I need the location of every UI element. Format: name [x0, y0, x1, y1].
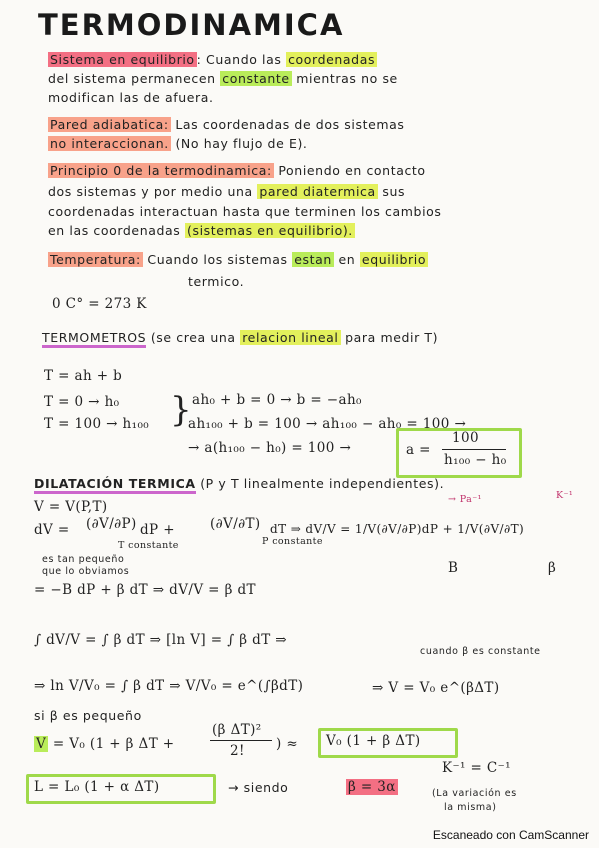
- s6-lab-b: B: [448, 560, 459, 576]
- s3-line3: coordenadas interactuan hasta que terminen los cambios: [48, 204, 442, 219]
- s1-l2a: del sistema permanecen: [48, 71, 216, 86]
- s1-l1b: coordenadas: [288, 52, 376, 67]
- s3-line2: [48, 184, 405, 199]
- s6-mid: dP +: [140, 522, 175, 538]
- s2-term: Pared adiabatica:: [50, 117, 169, 132]
- s5-box-lhs: a =: [406, 442, 431, 458]
- s1-line2: [48, 71, 398, 86]
- s6-e8c-wrap: [346, 779, 398, 795]
- s6-e8b: → siendo: [228, 780, 289, 795]
- scanner-watermark: Escaneado con CamScanner: [432, 828, 589, 842]
- s3-l2c: sus: [382, 184, 406, 199]
- s5-l1a: (se crea una: [150, 330, 236, 345]
- s6-e7b: = V₀ (1 + β ΔT +: [52, 736, 175, 752]
- s3-l2b: pared diatermica: [259, 184, 376, 199]
- s1-term: Sistema en equilibrio: [50, 52, 195, 67]
- page-title: TERMODINAMICA: [38, 8, 345, 42]
- s3-line4: [48, 223, 355, 238]
- s4-l1a: Cuando los sistemas: [147, 252, 288, 267]
- s4-line2: termico.: [188, 274, 245, 289]
- s6-note7: la misma): [444, 802, 497, 813]
- s6-note5: cuando β es constante: [420, 646, 541, 657]
- s6-note3: es tan pequeño: [42, 554, 125, 565]
- s4-line3: 0 C° = 273 K: [52, 296, 147, 312]
- s6-e9: K⁻¹ = C⁻¹: [442, 760, 511, 776]
- s1-line1: [48, 52, 377, 67]
- s6-e7-fraction-line: [210, 740, 272, 741]
- s1-l2b: constante: [222, 71, 290, 86]
- s6-eq3: ∫ dV/V = ∫ β dT ⇒ [ln V] = ∫ β dT ⇒: [34, 632, 288, 648]
- s6-eq5: ⇒ V = V₀ e^(βΔT): [372, 680, 500, 696]
- s6-note2: K⁻¹: [556, 490, 574, 501]
- s6-e8box: L = L₀ (1 + α ΔT): [34, 779, 160, 795]
- s6-lab-beta: β: [548, 560, 557, 576]
- s6-f2: (∂V/∂T): [210, 516, 261, 532]
- s2-l1: Las coordenadas de dos sistemas: [175, 117, 405, 132]
- s6-dv: dV =: [34, 522, 70, 538]
- s6-e7box: V₀ (1 + β ΔT): [326, 733, 421, 749]
- s5-box-den: h₁₀₀ − h₀: [444, 452, 507, 468]
- s6-f1: (∂V/∂P): [86, 516, 137, 532]
- s6-e7e: ) ≈: [276, 736, 299, 752]
- s6-eq4: ⇒ ln V/V₀ = ∫ β dT ⇒ V/V₀ = e^(∫βdT): [34, 678, 304, 694]
- s4-line1: [48, 252, 428, 267]
- s1-l1a: : Cuando las: [196, 52, 282, 67]
- s5-eq4: ah₀ + b = 0 → b = −ah₀: [192, 392, 362, 408]
- s5-term: TERMOMETROS: [42, 330, 146, 348]
- s1-l2c: mientras no se: [296, 71, 398, 86]
- s6-eq1: V = V(P,T): [34, 499, 108, 515]
- s6-e7a: V: [36, 736, 47, 752]
- s3-l1: Poniendo en contacto: [278, 163, 426, 178]
- s5-l1b: relacion lineal: [242, 330, 339, 345]
- s6-line1: [34, 476, 444, 491]
- s5-brace: }: [170, 390, 193, 430]
- s6-e8c: β = 3α: [348, 779, 396, 795]
- s5-eq2: T = 0 → h₀: [44, 394, 120, 410]
- s5-eq3: T = 100 → h₁₀₀: [44, 416, 150, 432]
- s2-l2a: no interaccionan.: [50, 136, 169, 151]
- s4-l1c: en: [338, 252, 356, 267]
- s5-fraction-line: [442, 449, 506, 450]
- s6-term: DILATACIÓN TERMICA: [34, 476, 196, 494]
- s6-f2sub: P constante: [262, 536, 323, 547]
- s5-box-num: 100: [452, 430, 479, 446]
- s5-eq5: ah₁₀₀ + b = 100 → ah₁₀₀ − ah₀ = 100 →: [188, 416, 467, 432]
- s3-l4a: en las coordenadas: [48, 223, 181, 238]
- s3-term: Principio 0 de la termodinamica:: [50, 163, 272, 178]
- s1-line3: modifican las de afuera.: [48, 90, 214, 105]
- s5-l1c: para medir T): [345, 330, 439, 345]
- s6-note4: que lo obviamos: [42, 566, 130, 577]
- s3-line1: [48, 163, 426, 178]
- s4-term: Temperatura:: [50, 252, 141, 267]
- s3-l2a: dos sistemas y por medio una: [48, 184, 253, 199]
- s2-line2: [48, 136, 308, 151]
- s5-line1: [42, 330, 438, 345]
- s2-l2b: (No hay flujo de E).: [175, 136, 308, 151]
- s2-line1: [48, 117, 405, 132]
- s6-end: dT ⇒ dV/V = 1/V(∂V/∂P)dP + 1/V(∂V/∂T): [270, 522, 525, 536]
- s4-l1d: equilibrio: [361, 252, 427, 267]
- s3-l4b: (sistemas en equilibrio).: [187, 223, 353, 238]
- s5-eq1: T = ah + b: [44, 368, 123, 384]
- s6-l1: (P y T linealmente independientes).: [200, 476, 445, 491]
- s6-eq6: si β es pequeño: [34, 708, 142, 723]
- s6-eq2: = −B dP + β dT ⇒ dV/V = β dT: [34, 582, 256, 598]
- s5-eq6: → a(h₁₀₀ − h₀) = 100 →: [188, 440, 352, 456]
- s6-f1sub: T constante: [118, 540, 179, 551]
- s6-e7c: (β ΔT)²: [212, 722, 262, 738]
- s6-note6: (La variación es: [432, 788, 517, 799]
- s6-e7d: 2!: [230, 743, 245, 759]
- s6-eq7: [34, 736, 175, 752]
- s6-note1: → Pa⁻¹: [448, 494, 482, 505]
- s4-l1b: estan: [294, 252, 332, 267]
